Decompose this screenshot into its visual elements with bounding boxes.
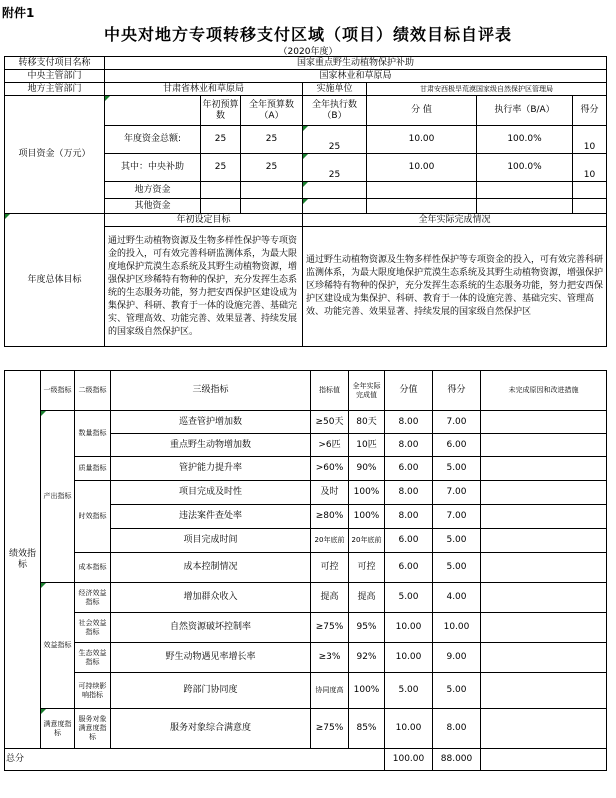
indicator-target: 及时 [311,481,349,505]
indicator-score: 10.00 [385,613,433,643]
indicator-target: >60% [311,457,349,481]
indicator-actual: 90% [349,457,385,481]
funds-header-got: 得分 [573,96,607,126]
indicator-name: 服务对象综合满意度 [111,709,311,749]
indicator-target: 可控 [311,553,349,583]
funds-header-score: 分 值 [367,96,477,126]
funds-header-rate: 执行率（B/A） [477,96,573,126]
indicator-got: 7.00 [433,481,481,505]
indicator-name: 成本控制情况 [111,553,311,583]
indicator-target: ≥80% [311,505,349,529]
indicator-got: 5.00 [433,553,481,583]
level2-economic: 经济效益指标 [75,583,111,613]
funds-header-initial: 年初预算数 [201,96,241,126]
funds-label: 项目资金（万元） [5,96,105,214]
indicator-score: 10.00 [385,643,433,673]
attachment-label: 附件1 [2,6,35,20]
indicator-name: 违法案件查处率 [111,505,311,529]
indicator-score: 8.00 [385,411,433,434]
perf-header-l3: 三级指标 [111,371,311,411]
indicator-score: 10.00 [385,709,433,749]
funds-cell: 10.00 [367,154,477,182]
funds-cell: 100.0% [477,126,573,154]
level1-satisfaction: 满意度指标 [41,709,75,749]
perf-header-target: 指标值 [311,371,349,411]
indicator-actual: 100% [349,481,385,505]
level1-output: 产出指标 [41,411,75,583]
indicator-actual: 提高 [349,583,385,613]
funds-row-name: 其他资金 [105,199,201,214]
indicator-target: ≥75% [311,613,349,643]
indicator-target: 提高 [311,583,349,613]
indicator-got: 9.00 [433,643,481,673]
funds-header-budget: 全年预算数（A） [241,96,303,126]
goals-planned-text: 通过野生动植物资源及生物多样性保护等专项资金的投入，可有效完善科研监测体系，为最大限度地保护荒漠生态系统及其野生动植物资源，增强保护区珍稀特有物种的保护，充分发挥生态系统的生态服务功能，努力把安西保护区建设成为集保护、科研、教育于一体的设施完善、基础完实、管理高效、功能完善、效果显著、持续发展的国家级自然保护区。 [105,227,303,347]
level2-cost: 成本指标 [75,553,111,583]
indicator-got: 7.00 [433,411,481,434]
funds-cell: 25 [303,154,367,182]
level2-quantity: 数量指标 [75,411,111,457]
perf-header-score: 分值 [385,371,433,411]
perf-header-got: 得分 [433,371,481,411]
level2-timeliness: 时效指标 [75,481,111,553]
perf-header-reason: 未完成原因和改进措施 [481,371,607,411]
impl-unit-value: 甘肃安西极旱荒漠国家级自然保护区管理局 [367,83,607,96]
performance-table [4,370,607,771]
indicator-name: 自然资源破坏控制率 [111,613,311,643]
indicator-name: 野生动物遇见率增长率 [111,643,311,673]
funds-cell: 25 [241,126,303,154]
perf-header-actual: 全年实际完成值 [349,371,385,411]
indicator-name: 重点野生动物增加数 [111,434,311,457]
indicator-score: 5.00 [385,673,433,709]
impl-unit-label: 实施单位 [303,83,367,96]
indicator-score: 5.00 [385,583,433,613]
funds-header-exec: 全年执行数（B） [303,96,367,126]
level2-quality: 质量指标 [75,457,111,481]
indicator-actual: 可控 [349,553,385,583]
indicator-actual: 92% [349,643,385,673]
indicator-score: 6.00 [385,553,433,583]
indicator-score: 8.00 [385,481,433,505]
indicator-actual: 10匹 [349,434,385,457]
project-name-label: 转移支付项目名称 [5,57,105,70]
perf-header-l1: 一级指标 [41,371,75,411]
funds-row-name: 年度资金总额: [105,126,201,154]
indicator-got: 4.00 [433,583,481,613]
funds-cell: 100.0% [477,154,573,182]
total-got: 88.000 [433,749,481,771]
indicator-got: 5.00 [433,457,481,481]
indicator-got: 10.00 [433,613,481,643]
funds-cell: 25 [303,126,367,154]
indicator-name: 巡查管护增加数 [111,411,311,434]
indicator-name: 跨部门协同度 [111,673,311,709]
indicator-name: 项目完成及时性 [111,481,311,505]
level2-sustainable: 可持续影响指标 [75,673,111,709]
indicator-target: ≥75% [311,709,349,749]
funds-cell: 25 [201,126,241,154]
local-dept-label: 地方主管部门 [5,83,105,96]
level2-social: 社会效益指标 [75,613,111,643]
indicator-score: 6.00 [385,457,433,481]
goals-actual-text: 通过野生动植物资源及生物多样性保护等专项资金的投入，可有效完善科研监测体系，为最大限度地保护荒漠生态系统及其野生动植物资源，增强保护区珍稀特有物种的保护，充分发挥生态系统的生态服务功能，努力把安西保护区建设成为集保护、科研、教育于一体的设施完善、基础完实、管理高效、功能完善、效果显著、持续发展的国家级自然保护区 [303,227,607,347]
indicator-name: 增加群众收入 [111,583,311,613]
local-dept-value: 甘肃省林业和草原局 [105,83,303,96]
funds-cell: 10 [573,154,607,182]
indicator-got: 8.00 [433,709,481,749]
indicator-actual: 20年底前 [349,529,385,553]
indicator-score: 6.00 [385,529,433,553]
funds-cell: 25 [241,154,303,182]
project-name-value: 国家重点野生动植物保护补助 [105,57,607,70]
funds-row-name: 地方资金 [105,182,201,199]
summary-table [4,56,607,347]
year-label: （2020年度） [278,47,338,57]
level2-service-satisfaction: 服务对象满意度指标 [75,709,111,749]
indicator-score: 8.00 [385,505,433,529]
indicator-got: 5.00 [433,529,481,553]
level2-ecological: 生态效益指标 [75,643,111,673]
indicator-actual: 85% [349,709,385,749]
indicator-target: >6匹 [311,434,349,457]
funds-cell: 25 [201,154,241,182]
perf-header-l2: 二级指标 [75,371,111,411]
indicator-actual: 95% [349,613,385,643]
indicator-name: 管护能力提升率 [111,457,311,481]
indicator-got: 6.00 [433,434,481,457]
funds-cell: 10.00 [367,126,477,154]
central-dept-value: 国家林业和草原局 [105,70,607,83]
indicator-target: ≥3% [311,643,349,673]
indicator-score: 8.00 [385,434,433,457]
indicator-actual: 80天 [349,411,385,434]
indicator-got: 7.00 [433,505,481,529]
level1-benefit: 效益指标 [41,583,75,709]
funds-cell: 10 [573,126,607,154]
total-label: 总分 [5,749,385,771]
indicator-got: 5.00 [433,673,481,709]
indicator-actual: 100% [349,673,385,709]
page-title: 中央对地方专项转移支付区域（项目）绩效目标自评表 [103,25,512,44]
goals-label: 年度总体目标 [5,214,105,347]
indicator-target: 协同度高 [311,673,349,709]
funds-row-name: 其中：中央补助 [105,154,201,182]
goals-planned-label: 年初设定目标 [105,214,303,227]
indicator-target: ≥50天 [311,411,349,434]
central-dept-label: 中央主管部门 [5,70,105,83]
indicator-actual: 100% [349,505,385,529]
indicator-target: 20年底前 [311,529,349,553]
goals-actual-label: 全年实际完成情况 [303,214,607,227]
perf-label: 绩效指标 [5,371,41,749]
indicator-name: 项目完成时间 [111,529,311,553]
total-score: 100.00 [385,749,433,771]
